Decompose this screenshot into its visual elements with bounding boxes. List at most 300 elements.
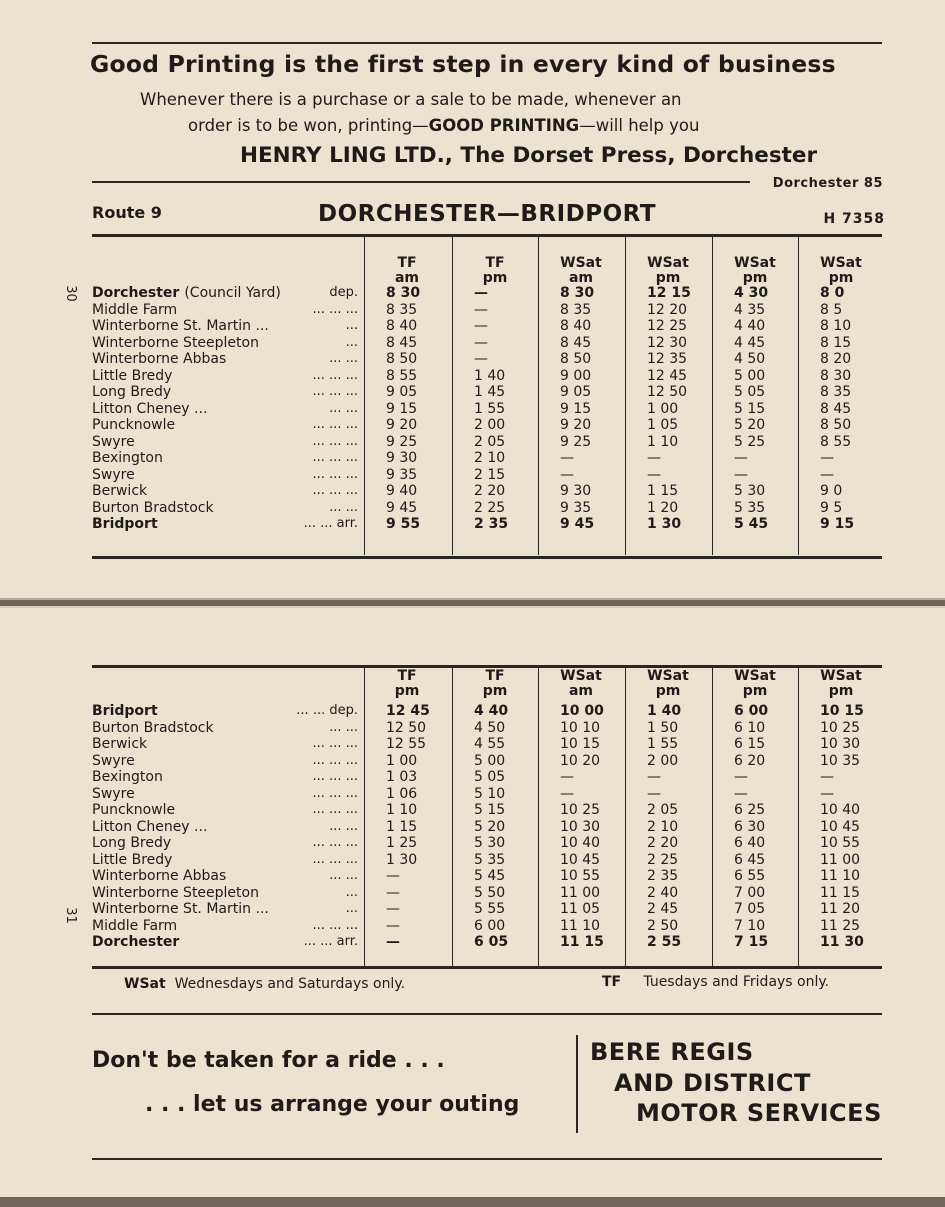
stop-name-text: Bexington	[92, 450, 163, 466]
time-cell: 2 55	[647, 934, 682, 950]
time-column	[560, 285, 594, 533]
time-cell: 8 30	[820, 367, 852, 384]
column-days: WSat	[560, 668, 602, 684]
time-column	[647, 285, 691, 533]
time-cell: 2 10	[647, 818, 679, 835]
stop-suffix: ... ... ...	[312, 417, 358, 432]
column-header	[712, 669, 798, 699]
time-cell: 5 00	[734, 367, 766, 384]
time-cell: —	[820, 785, 834, 802]
time-cell: 10 55	[560, 868, 601, 884]
column-days: WSat	[734, 255, 776, 271]
time-cell: —	[386, 884, 400, 901]
stop-suffix: ... ... ...	[312, 450, 358, 465]
time-cell: 8 45	[386, 334, 418, 351]
time-cell: —	[820, 450, 834, 466]
time-cell: 9 30	[386, 450, 418, 466]
time-cell: 5 20	[734, 417, 766, 433]
time-cell: 11 00	[560, 884, 601, 901]
time-cell: 6 00	[474, 917, 506, 934]
time-cell: 12 15	[647, 285, 691, 301]
stop-name-text: Bridport	[92, 703, 158, 719]
time-cell: 1 55	[647, 736, 679, 752]
time-cell: 8 30	[560, 285, 595, 301]
stop-name-text: Litton Cheney ...	[92, 400, 208, 417]
stop-name	[92, 703, 158, 720]
table-bottom-rule	[92, 556, 882, 559]
stop-name	[92, 868, 226, 885]
time-cell: 12 35	[647, 351, 688, 367]
time-cell: 10 10	[560, 719, 601, 736]
stop-suffix: ... ... ...	[312, 917, 358, 933]
stop-row	[92, 786, 358, 803]
stop-row	[92, 450, 358, 467]
time-cell: 9 40	[386, 483, 418, 499]
stop-name-text: Middle Farm	[92, 301, 178, 318]
stop-name-text: Burton Bradstock	[92, 499, 214, 516]
legend-wsat-key: WSat	[124, 976, 166, 992]
stop-suffix: ... ...	[329, 499, 358, 515]
stop-name-text: Winterborne Steepleton	[92, 334, 259, 351]
column-period: pm	[655, 270, 681, 286]
column-days: WSat	[820, 255, 862, 271]
stop-suffix: ... ... ...	[312, 785, 358, 801]
stop-name-text: Berwick	[92, 736, 148, 752]
stop-suffix: ... ... ...	[312, 752, 358, 768]
stop-name-text: Winterborne St. Martin ...	[92, 901, 269, 917]
time-cell: —	[474, 285, 488, 301]
top-page	[0, 0, 945, 600]
stop-row	[92, 720, 358, 737]
time-cell: 1 30	[647, 516, 682, 532]
stop-name-text: Bexington	[92, 769, 163, 785]
stop-row	[92, 769, 358, 786]
column-days: WSat	[734, 668, 776, 684]
time-cell: 1 05	[647, 417, 679, 433]
column-header	[452, 256, 538, 286]
time-cell: 8 55	[820, 433, 852, 450]
column-header	[625, 256, 711, 286]
time-cell: 10 30	[820, 736, 861, 752]
time-cell: 11 10	[820, 868, 861, 884]
time-cell: 2 20	[647, 835, 679, 851]
time-cell: 2 25	[474, 499, 506, 516]
time-cell: 1 00	[386, 752, 418, 769]
stop-name	[92, 500, 214, 517]
route-label: Route 9	[92, 203, 162, 222]
route-code: H 7358	[823, 211, 885, 227]
stop-name-text: Winterborne Abbas	[92, 868, 227, 884]
outbound-timetable	[92, 237, 882, 555]
time-cell: 1 03	[386, 769, 418, 785]
time-cell: 2 00	[647, 752, 679, 769]
column-header	[364, 669, 450, 699]
time-cell: 8 0	[820, 285, 845, 301]
column-header	[538, 256, 624, 286]
time-cell: 12 55	[386, 736, 427, 752]
time-column	[474, 703, 508, 951]
time-cell: 1 15	[647, 483, 679, 499]
stop-row	[92, 516, 358, 533]
time-cell: 2 05	[474, 433, 506, 450]
time-cell: 2 25	[647, 851, 679, 868]
time-cell: 8 45	[560, 334, 592, 351]
time-cell: 6 30	[734, 818, 766, 835]
time-cell: 9 15	[386, 400, 418, 417]
time-cell: 2 35	[647, 868, 679, 884]
time-cell: 10 30	[560, 818, 601, 835]
stop-row	[92, 318, 358, 335]
ad-company: HENRY LING LTD., The Dorset Press, Dorchester	[240, 143, 818, 168]
column-period: pm	[482, 683, 508, 699]
time-cell: —	[820, 769, 834, 785]
stop-row	[92, 417, 358, 434]
column-period: am	[568, 683, 594, 699]
stop-name	[92, 769, 163, 786]
stop-name-text: Berwick	[92, 483, 148, 499]
time-cell: —	[647, 466, 661, 483]
time-cell: 5 35	[474, 851, 506, 868]
time-cell: 8 40	[560, 318, 592, 334]
ad-bottom-rule	[92, 181, 750, 183]
time-cell: 9 30	[560, 483, 592, 499]
column-header	[798, 256, 884, 286]
stop-name	[92, 753, 135, 770]
time-cell: 9 45	[560, 516, 595, 532]
stop-suffix: ... ...	[329, 719, 358, 735]
time-cell: 5 55	[474, 901, 506, 917]
stop-row	[92, 835, 358, 852]
stop-name-text: Winterborne Abbas	[92, 351, 227, 367]
time-cell: 5 00	[474, 752, 506, 769]
time-cell: 5 10	[474, 785, 506, 802]
stop-name	[92, 483, 147, 500]
time-cell: —	[386, 868, 400, 884]
column-period: am	[394, 270, 420, 286]
time-column	[734, 703, 768, 951]
time-cell: 11 10	[560, 917, 601, 934]
time-cell: 1 06	[386, 785, 418, 802]
time-cell: 4 45	[734, 334, 766, 351]
time-column	[820, 285, 854, 533]
time-cell: 8 50	[560, 351, 592, 367]
time-cell: —	[560, 450, 574, 466]
time-cell: 1 30	[386, 851, 418, 868]
ad-phone: Dorchester 85	[772, 176, 883, 191]
stop-name	[92, 736, 147, 753]
stop-name	[92, 450, 163, 467]
time-cell: 10 40	[820, 802, 861, 818]
stop-row	[92, 901, 358, 918]
time-cell: 5 05	[474, 769, 506, 785]
time-cell: 1 25	[386, 835, 418, 851]
time-cell: 6 15	[734, 736, 766, 752]
time-cell: 7 10	[734, 917, 766, 934]
stop-row	[92, 351, 358, 368]
stop-suffix: ... ...	[329, 868, 358, 883]
time-cell: 9 35	[560, 499, 592, 516]
time-cell: 1 10	[647, 433, 679, 450]
time-cell: 2 10	[474, 450, 506, 466]
time-cell: 10 25	[560, 802, 601, 818]
time-cell: 12 45	[647, 367, 688, 384]
column-period: pm	[828, 683, 854, 699]
time-cell: 8 35	[560, 301, 592, 318]
brand-line-2: AND DISTRICT	[614, 1069, 811, 1097]
time-cell: —	[474, 334, 488, 351]
route-title: DORCHESTER—BRIDPORT	[318, 201, 657, 227]
time-cell: 6 00	[734, 703, 769, 719]
stop-row	[92, 384, 358, 401]
time-cell: 1 20	[647, 499, 679, 516]
legend-tf	[602, 974, 829, 990]
ad-line-1: Whenever there is a purchase or a sale to be made, whenever an	[140, 90, 682, 109]
time-cell: 4 50	[474, 719, 506, 736]
time-cell: 8 10	[820, 318, 852, 334]
table-bottom-rule-2	[92, 966, 882, 969]
column-days: TF	[485, 668, 505, 684]
time-cell: 1 15	[386, 818, 418, 835]
time-cell: 5 15	[734, 400, 766, 417]
stop-suffix: ... ... ...	[312, 851, 358, 867]
stop-name	[92, 885, 259, 902]
time-cell: 11 05	[560, 901, 601, 917]
stop-name	[92, 934, 179, 951]
stop-row	[92, 434, 358, 451]
time-cell: 5 15	[474, 802, 506, 818]
time-cell: 8 30	[386, 285, 421, 301]
time-cell: 9 0	[820, 483, 843, 499]
stop-name-text: Swyre	[92, 752, 135, 769]
time-cell: 7 00	[734, 884, 766, 901]
time-cell: 10 20	[560, 752, 601, 769]
time-cell: 1 40	[474, 367, 506, 384]
time-cell: 10 35	[820, 752, 861, 769]
column-header	[712, 256, 798, 286]
time-cell: 5 45	[734, 516, 769, 532]
stop-suffix: ... ... ...	[312, 433, 358, 449]
ad-line-2-start: order is to be won, printing—	[188, 116, 429, 135]
time-cell: —	[474, 351, 488, 367]
stop-row	[92, 368, 358, 385]
bottom-page	[0, 606, 945, 1197]
ad-line-2-end: —will help you	[579, 116, 700, 135]
stop-name-text: Litton Cheney ...	[92, 818, 208, 835]
time-cell: 5 25	[734, 433, 766, 450]
time-cell: 9 15	[560, 400, 592, 417]
column-days: TF	[397, 668, 417, 684]
time-cell: 10 15	[560, 736, 601, 752]
time-cell: 9 20	[386, 417, 418, 433]
column-days: WSat	[647, 668, 689, 684]
stop-suffix: ... ...	[329, 351, 358, 366]
ad-line-2-bold: GOOD PRINTING	[428, 116, 580, 135]
stop-name-text: Winterborne Steepleton	[92, 884, 259, 901]
ad-top-rule	[92, 1013, 882, 1015]
stop-name	[92, 802, 175, 819]
time-column	[560, 703, 604, 951]
column-days: WSat	[820, 668, 862, 684]
time-cell: 6 05	[474, 934, 509, 950]
time-cell: 2 05	[647, 802, 679, 818]
time-column	[647, 703, 681, 951]
stop-name-text: Winterborne St. Martin ...	[92, 318, 269, 334]
column-days: TF	[397, 255, 417, 271]
legend-tf-key: TF	[602, 974, 622, 990]
ad-divider	[576, 1035, 578, 1133]
stop-name	[92, 918, 177, 935]
stop-name	[92, 819, 207, 836]
time-cell: 6 20	[734, 752, 766, 769]
time-cell: —	[734, 466, 748, 483]
stop-name	[92, 852, 172, 869]
time-cell: 4 30	[734, 285, 769, 301]
time-cell: 4 50	[734, 351, 766, 367]
column-header	[625, 669, 711, 699]
time-cell: 8 15	[820, 334, 852, 351]
time-cell: —	[734, 450, 748, 466]
column-period: pm	[655, 683, 681, 699]
brand-line-1: BERE REGIS	[590, 1038, 754, 1066]
time-cell: 2 40	[647, 884, 679, 901]
stop-name	[92, 351, 226, 368]
time-column	[386, 285, 420, 533]
stop-row	[92, 483, 358, 500]
time-cell: 4 40	[474, 703, 509, 719]
stop-name	[92, 285, 281, 302]
time-cell: 9 45	[386, 499, 418, 516]
stop-suffix: ... ... ...	[312, 301, 358, 317]
stop-row	[92, 885, 358, 902]
time-cell: 9 5	[820, 499, 843, 516]
stop-name-text: Puncknowle	[92, 802, 176, 818]
stop-name-text: Puncknowle	[92, 417, 176, 433]
time-cell: 10 15	[820, 703, 864, 719]
stop-name	[92, 384, 171, 401]
stop-suffix: ... ... arr.	[303, 516, 358, 531]
time-cell: 8 20	[820, 351, 852, 367]
stop-name	[92, 720, 214, 737]
stop-suffix: ...	[345, 334, 358, 350]
stop-name	[92, 467, 135, 484]
time-cell: 1 00	[647, 400, 679, 417]
time-cell: 12 45	[386, 703, 430, 719]
stop-name-text: Dorchester	[92, 934, 180, 950]
legend-wsat-text: Wednesdays and Saturdays only.	[174, 976, 406, 992]
stop-name	[92, 302, 177, 319]
column-divider	[798, 668, 799, 966]
legend-tf-text: Tuesdays and Fridays only.	[643, 974, 830, 990]
time-cell: 10 00	[560, 703, 604, 719]
time-cell: 2 00	[474, 417, 506, 433]
stop-name-text: Little Bredy	[92, 367, 173, 384]
time-cell: 5 45	[474, 868, 506, 884]
page-number-bottom: 31	[62, 907, 78, 924]
time-cell: 8 50	[386, 351, 418, 367]
stop-row	[92, 852, 358, 869]
stop-name	[92, 901, 269, 918]
slogan-line-1: Don't be taken for a ride . . .	[92, 1048, 445, 1073]
column-divider	[364, 668, 365, 966]
time-cell: 7 05	[734, 901, 766, 917]
time-cell: 9 15	[820, 516, 855, 532]
time-cell: 5 20	[474, 818, 506, 835]
column-days: TF	[485, 255, 505, 271]
stop-name-text: Long Bredy	[92, 384, 172, 400]
stop-name-text: Swyre	[92, 466, 135, 483]
stop-name-text: Swyre	[92, 433, 135, 450]
time-cell: 7 15	[734, 934, 769, 950]
time-column	[474, 285, 508, 533]
time-cell: 10 25	[820, 719, 861, 736]
time-cell: 5 30	[734, 483, 766, 499]
time-cell: 10 55	[820, 835, 861, 851]
stop-suffix: ...	[345, 901, 358, 916]
time-cell: 4 55	[474, 736, 506, 752]
stop-list	[92, 285, 358, 533]
column-period: am	[568, 270, 594, 286]
ad-bottom-rule-2	[92, 1158, 882, 1160]
time-cell: —	[820, 466, 834, 483]
stop-suffix: ... ... ...	[312, 384, 358, 399]
stop-name	[92, 835, 171, 852]
time-cell: —	[560, 769, 574, 785]
stop-row	[92, 703, 358, 720]
stop-row	[92, 285, 358, 302]
time-cell: 9 55	[386, 516, 421, 532]
time-cell: 4 40	[734, 318, 766, 334]
time-cell: —	[386, 901, 400, 917]
time-cell: —	[647, 450, 661, 466]
time-cell: —	[474, 318, 488, 334]
stop-name	[92, 786, 135, 803]
time-cell: —	[560, 785, 574, 802]
time-cell: —	[386, 934, 400, 950]
column-header	[538, 669, 624, 699]
time-cell: 1 50	[647, 719, 679, 736]
stop-name	[92, 516, 158, 533]
top-rule	[92, 42, 882, 44]
column-divider	[538, 668, 539, 966]
time-cell: 11 30	[820, 934, 864, 950]
time-cell: 12 25	[647, 318, 688, 334]
time-cell: 6 40	[734, 835, 766, 851]
time-cell: 2 15	[474, 466, 506, 483]
stop-row	[92, 918, 358, 935]
column-days: WSat	[647, 255, 689, 271]
time-cell: 9 05	[560, 384, 592, 400]
time-cell: —	[474, 301, 488, 318]
stop-row	[92, 302, 358, 319]
time-cell: 12 50	[386, 719, 427, 736]
stop-name	[92, 417, 175, 434]
stop-suffix: ... ... ...	[312, 802, 358, 817]
time-cell: 8 40	[386, 318, 418, 334]
time-cell: 11 25	[820, 917, 861, 934]
stop-list	[92, 703, 358, 951]
column-divider	[712, 668, 713, 966]
time-cell: 2 35	[474, 516, 509, 532]
column-divider	[625, 668, 626, 966]
stop-suffix: ... ... ...	[312, 367, 358, 383]
time-cell: 12 30	[647, 334, 688, 351]
stop-row	[92, 802, 358, 819]
time-cell: 9 25	[560, 433, 592, 450]
stop-row	[92, 736, 358, 753]
ad-line-2	[188, 116, 699, 135]
stop-row	[92, 934, 358, 951]
stop-suffix: ... ...	[329, 400, 358, 416]
